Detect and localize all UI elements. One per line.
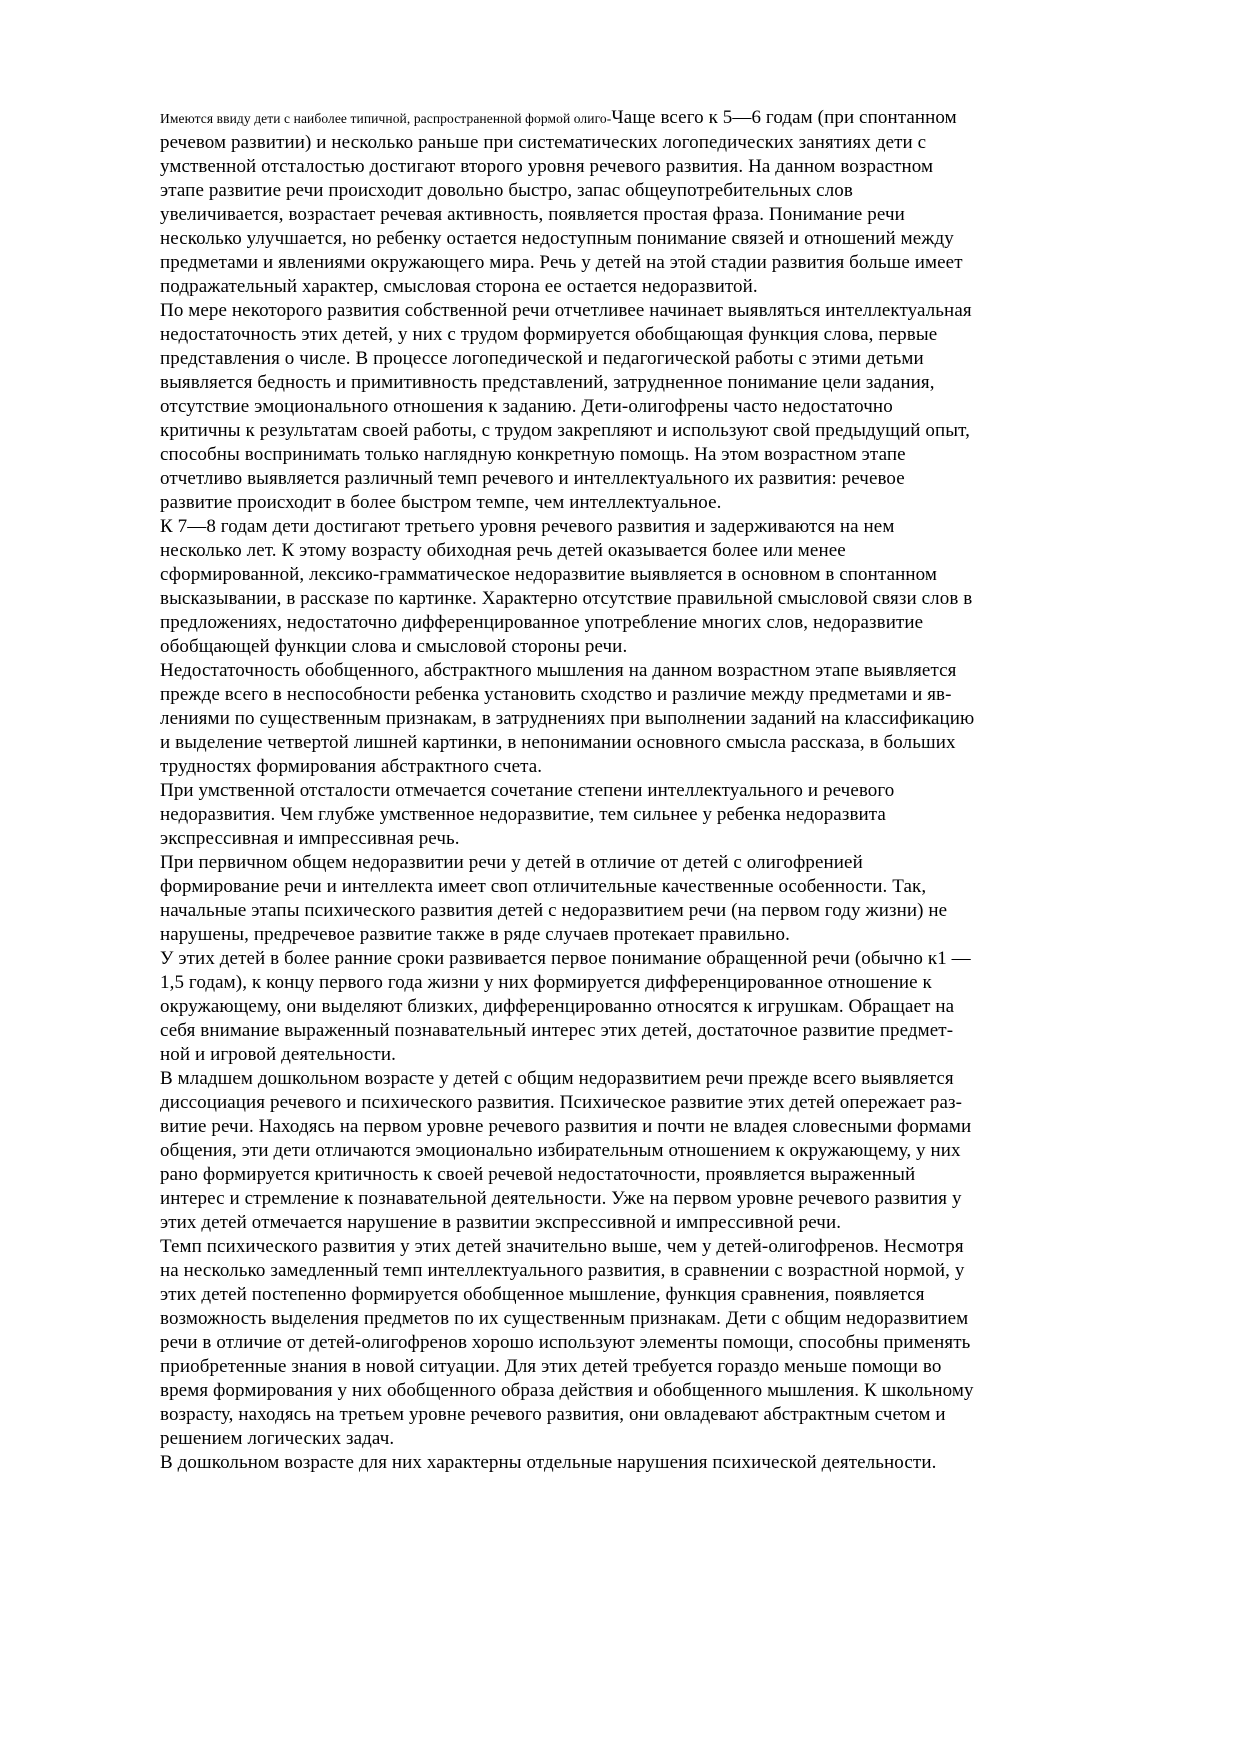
text-line: развитие происходит в более быстром темпе, чем интеллектуальное. bbox=[160, 492, 722, 513]
text-line: высказывании, в рассказе по картинке. Характерно отсутствие правильной смысловой связи слов в bbox=[160, 588, 973, 609]
text-line: увеличивается, возрастает речевая активность, появляется простая фраза. Понимание речи bbox=[160, 204, 905, 225]
text-line-segment: Чаще всего к 5—6 годам (при спонтанном bbox=[611, 107, 957, 128]
text-line: подражательный характер, смысловая сторона ее остается недоразвитой. bbox=[160, 276, 758, 297]
text-line: предложениях, недостаточно дифференцированное употребление многих слов, недоразвитие bbox=[160, 612, 924, 633]
paragraph bbox=[160, 106, 1055, 299]
text-line: критичны к результатам своей работы, с трудом закрепляют и используют свой предыдущий опыт, bbox=[160, 420, 970, 441]
paragraph bbox=[160, 947, 1055, 1067]
paragraph bbox=[160, 515, 1055, 659]
text-line: формирование речи и интеллекта имеет своп отличительные качественные особенности. Так, bbox=[160, 876, 927, 897]
text-line: этих детей постепенно формируется обобщенное мышление, функция сравнения, появляется bbox=[160, 1284, 925, 1305]
text-line: этапе развитие речи происходит довольно быстро, запас общеупотребительных слов bbox=[160, 180, 853, 201]
text-line: лениями по существенным признакам, в затруднениях при выполнении заданий на классификацию bbox=[160, 708, 975, 729]
paragraph bbox=[160, 1235, 1055, 1451]
text-line: этих детей отмечается нарушение в развитии экспрессивной и импрессивной речи. bbox=[160, 1212, 842, 1233]
text-line: предметами и явлениями окружающего мира. Речь у детей на этой стадии развития больше имеет bbox=[160, 252, 963, 273]
text-line: При первичном общем недоразвитии речи у детей в отличие от детей с олигофренией bbox=[160, 852, 863, 873]
text-line: К 7—8 годам дети достигают третьего уровня речевого развития и задерживаются на нем bbox=[160, 516, 895, 537]
text-line: сформированной, лексико-грамматическое недоразвитие выявляется в основном в спонтанном bbox=[160, 564, 937, 585]
text-line: на несколько замедленный темп интеллектуального развития, в сравнении с возрастной нормой, у bbox=[160, 1260, 965, 1281]
paragraph bbox=[160, 779, 1055, 851]
text-line: окружающему, они выделяют близких, дифференцированно относятся к игрушкам. Обращает на bbox=[160, 996, 955, 1017]
text-line: При умственной отсталости отмечается сочетание степени интеллектуального и речевого bbox=[160, 780, 895, 801]
text-line: приобретенные знания в новой ситуации. Для этих детей требуется гораздо меньше помощи во bbox=[160, 1356, 942, 1377]
text-line: У этих детей в более ранние сроки развивается первое понимание обращенной речи (обычно к1 — bbox=[160, 948, 971, 969]
text-line: несколько лет. К этому возрасту обиходная речь детей оказывается более или менее bbox=[160, 540, 846, 561]
text-line: речевом развитии) и несколько раньше при систематических логопедических занятиях дети с bbox=[160, 132, 927, 153]
text-line: речи в отличие от детей-олигофренов хорошо используют элементы помощи, способны применять bbox=[160, 1332, 971, 1353]
text-line: выявляется бедность и примитивность представлений, затрудненное понимание цели задания, bbox=[160, 372, 935, 393]
text-block bbox=[160, 106, 1055, 1475]
text-line: По мере некоторого развития собственной речи отчетливее начинает выявляться интеллектуальная bbox=[160, 300, 972, 321]
paragraph bbox=[160, 1067, 1055, 1235]
text-line: несколько улучшается, но ребенку остается недоступным понимание связей и отношений между bbox=[160, 228, 954, 249]
text-line: В младшем дошкольном возрасте у детей с общим недоразвитием речи прежде всего выявляется bbox=[160, 1068, 954, 1089]
text-line: недостаточность этих детей, у них с трудом формируется обобщающая функция слова, первые bbox=[160, 324, 938, 345]
text-line: экспрессивная и импрессивная речь. bbox=[160, 828, 460, 849]
text-line: Темп психического развития у этих детей значительно выше, чем у детей-олигофренов. Несмотря bbox=[160, 1236, 964, 1257]
text-line: способны воспринимать только наглядную конкретную помощь. На этом возрастном этапе bbox=[160, 444, 906, 465]
text-line: интерес и стремление к познавательной деятельности. Уже на первом уровне речевого развития у bbox=[160, 1188, 962, 1209]
text-line: представления о числе. В процессе логопедической и педагогической работы с этими детьми bbox=[160, 348, 924, 369]
text-line: ной и игровой деятельности. bbox=[160, 1044, 396, 1065]
text-line: 1,5 годам), к концу первого года жизни у них формируется дифференцированное отношение к bbox=[160, 972, 932, 993]
text-line: диссоциация речевого и психического развития. Психическое развитие этих детей опережает раз- bbox=[160, 1092, 963, 1113]
paragraph bbox=[160, 851, 1055, 947]
leading-footnote-text: Имеются ввиду дети с наиболее типичной, распространенной формой олиго- bbox=[160, 111, 612, 126]
text-line: недоразвития. Чем глубже умственное недоразвитие, тем сильнее у ребенка недоразвита bbox=[160, 804, 886, 825]
text-line: В дошкольном возрасте для них характерны отдельные нарушения психической деятельности. bbox=[160, 1452, 937, 1473]
text-line: нарушены, предречевое развитие также в ряде случаев протекает правильно. bbox=[160, 924, 790, 945]
text-line: начальные этапы психического развития детей с недоразвитием речи (на первом году жизни) не bbox=[160, 900, 948, 921]
text-line: общения, эти дети отличаются эмоционально избирательным отношением к окружающему, у них bbox=[160, 1140, 961, 1161]
text-line: прежде всего в неспособности ребенка установить сходство и различие между предметами и яв- bbox=[160, 684, 952, 705]
text-line: себя внимание выраженный познавательный интерес этих детей, достаточное развитие предмет- bbox=[160, 1020, 954, 1041]
text-line: Недостаточность обобщенного, абстрактного мышления на данном возрастном этапе выявляется bbox=[160, 660, 957, 681]
paragraph bbox=[160, 299, 1055, 515]
text-line: возможность выделения предметов по их существенным признакам. Дети с общим недоразвитием bbox=[160, 1308, 969, 1329]
text-line bbox=[160, 106, 1055, 131]
text-line: решением логических задач. bbox=[160, 1428, 395, 1449]
text-line: и выделение четвертой лишней картинки, в непонимании основного смысла рассказа, в больших bbox=[160, 732, 956, 753]
text-line: возрасту, находясь на третьем уровне речевого развития, они овладевают абстрактным счетом и bbox=[160, 1404, 946, 1425]
paragraph bbox=[160, 659, 1055, 779]
text-line: отсутствие эмоционального отношения к заданию. Дети-олигофрены часто недостаточно bbox=[160, 396, 893, 417]
text-line: рано формируется критичность к своей речевой недостаточности, проявляется выраженный bbox=[160, 1164, 916, 1185]
text-line: трудностях формирования абстрактного счета. bbox=[160, 756, 543, 777]
text-line: витие речи. Находясь на первом уровне речевого развития и почти не владея словесными формами bbox=[160, 1116, 972, 1137]
text-line: обобщающей функции слова и смысловой стороны речи. bbox=[160, 636, 628, 657]
paragraph bbox=[160, 1451, 1055, 1475]
text-line: отчетливо выявляется различный темп речевого и интеллектуального их развития: речевое bbox=[160, 468, 905, 489]
text-line: умственной отсталостью достигают второго уровня речевого развития. На данном возрастном bbox=[160, 156, 934, 177]
text-line: время формирования у них обобщенного образа действия и обобщенного мышления. К школьному bbox=[160, 1380, 974, 1401]
